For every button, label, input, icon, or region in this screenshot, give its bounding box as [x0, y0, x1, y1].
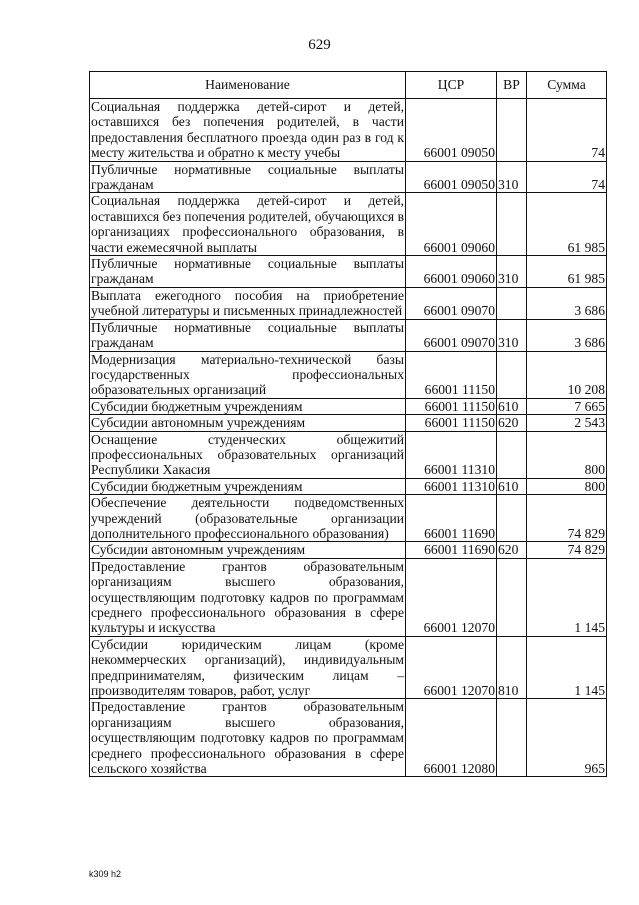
- cell-sum: 2 543: [527, 415, 607, 431]
- cell-sum: 74: [527, 99, 607, 162]
- cell-name: Обеспечение деятельности подведомственных учреждений (образовательные организации дополнительного профессионального образования): [91, 495, 404, 541]
- cell-name: Субсидии автономным учреждениям: [90, 542, 406, 558]
- cell-name: Предоставление грантов образовательным организациям высшего образования, осуществляющим подготовку кадров по программам среднего профессионального образования в сфере культуры и искусства: [91, 558, 404, 636]
- cell-name: Социальная поддержка детей-сирот и детей, оставшихся без попечения родителей, в части предоставления бесплатного проезда один раз в год к месту жительства и обратно к месту учебы: [91, 99, 404, 161]
- table-header-row: [90, 72, 607, 99]
- cell-csr: 66001 09050: [406, 99, 497, 162]
- cell-csr: 66001 11150: [406, 351, 497, 398]
- cell-vr: 610: [497, 478, 527, 494]
- cell-name: Субсидии автономным учреждениям: [90, 415, 406, 431]
- header-sum: Сумма: [527, 72, 607, 99]
- cell-vr: [497, 193, 527, 256]
- cell-vr: 620: [497, 542, 527, 558]
- cell-csr: 66001 11310: [406, 431, 497, 478]
- table-row: [90, 558, 607, 636]
- page-number: 629: [308, 37, 331, 53]
- cell-csr: 66001 11150: [406, 398, 497, 414]
- cell-sum: 61 985: [527, 193, 607, 256]
- table-row: [90, 99, 607, 162]
- cell-vr: [497, 99, 527, 162]
- cell-csr: 66001 12070: [406, 636, 497, 699]
- cell-vr: [497, 431, 527, 478]
- cell-sum: 10 208: [527, 351, 607, 398]
- cell-sum: 61 985: [527, 256, 607, 288]
- footer-code: k309 h2: [89, 869, 122, 879]
- cell-csr: 66001 11690: [406, 542, 497, 558]
- cell-name: Субсидии бюджетным учреждениям: [90, 478, 406, 494]
- cell-vr: [497, 558, 527, 636]
- cell-csr: 66001 09050: [406, 161, 497, 193]
- table-row: [90, 542, 607, 558]
- cell-vr: 310: [497, 256, 527, 288]
- table-row: [90, 478, 607, 494]
- table-row: [90, 256, 607, 288]
- cell-csr: 66001 11310: [406, 478, 497, 494]
- header-vr: ВР: [497, 72, 527, 99]
- cell-sum: 74 829: [527, 495, 607, 542]
- cell-sum: 3 686: [527, 287, 607, 319]
- cell-vr: [497, 699, 527, 777]
- cell-csr: 66001 11690: [406, 495, 497, 542]
- cell-csr: 66001 09070: [406, 287, 497, 319]
- cell-name: Оснащение студенческих общежитий профессиональных образовательных организаций Республики Хакасия: [91, 431, 404, 478]
- cell-vr: 620: [497, 415, 527, 431]
- cell-name: Публичные нормативные социальные выплаты гражданам: [91, 319, 404, 351]
- cell-csr: 66001 11150: [406, 415, 497, 431]
- cell-name: Выплата ежегодного пособия на приобретение учебной литературы и письменных принадлежностей: [91, 287, 404, 319]
- cell-sum: 74 829: [527, 542, 607, 558]
- table-row: [90, 193, 607, 256]
- cell-vr: 310: [497, 319, 527, 351]
- cell-csr: 66001 12070: [406, 558, 497, 636]
- cell-vr: [497, 351, 527, 398]
- cell-sum: 1 145: [527, 636, 607, 699]
- cell-vr: [497, 287, 527, 319]
- header-csr: ЦСР: [406, 72, 497, 99]
- cell-name: Субсидии бюджетным учреждениям: [90, 398, 406, 414]
- table-row: [90, 351, 607, 398]
- cell-csr: 66001 12080: [406, 699, 497, 777]
- table-row: [90, 415, 607, 431]
- cell-sum: 800: [527, 431, 607, 478]
- table-row: [90, 319, 607, 351]
- table-row: [90, 161, 607, 193]
- cell-name: Социальная поддержка детей-сирот и детей, оставшихся без попечения родителей, обучающихся в организациях профессионального образования, в части ежемесячной выплаты: [91, 193, 404, 255]
- cell-name: Субсидии юридическим лицам (кроме некоммерческих организаций), индивидуальным предпринимателям, физическим лицам – производителям товаров, работ, услуг: [91, 636, 404, 699]
- cell-vr: 310: [497, 161, 527, 193]
- cell-name: Предоставление грантов образовательным организациям высшего образования, осуществляющим подготовку кадров по программам среднего профессионального образования в сфере сельского хозяйства: [91, 699, 404, 777]
- table-row: [90, 398, 607, 414]
- cell-vr: 810: [497, 636, 527, 699]
- cell-sum: 7 665: [527, 398, 607, 414]
- header-name: Наименование: [90, 72, 406, 99]
- budget-table: [89, 71, 607, 777]
- cell-sum: 74: [527, 161, 607, 193]
- cell-csr: 66001 09070: [406, 319, 497, 351]
- cell-name: Публичные нормативные социальные выплаты гражданам: [91, 256, 404, 287]
- cell-sum: 800: [527, 478, 607, 494]
- cell-sum: 3 686: [527, 319, 607, 351]
- cell-csr: 66001 09060: [406, 193, 497, 256]
- cell-csr: 66001 09060: [406, 256, 497, 288]
- table-row: [90, 287, 607, 319]
- table-row: [90, 495, 607, 542]
- table-row: [90, 431, 607, 478]
- cell-name: Модернизация материально-технической базы государственных профессиональных образовательных организаций: [91, 351, 404, 398]
- cell-sum: 965: [527, 699, 607, 777]
- cell-sum: 1 145: [527, 558, 607, 636]
- table-row: [90, 636, 607, 699]
- table-row: [90, 699, 607, 777]
- cell-vr: 610: [497, 398, 527, 414]
- cell-name: Публичные нормативные социальные выплаты гражданам: [91, 161, 404, 193]
- cell-vr: [497, 495, 527, 542]
